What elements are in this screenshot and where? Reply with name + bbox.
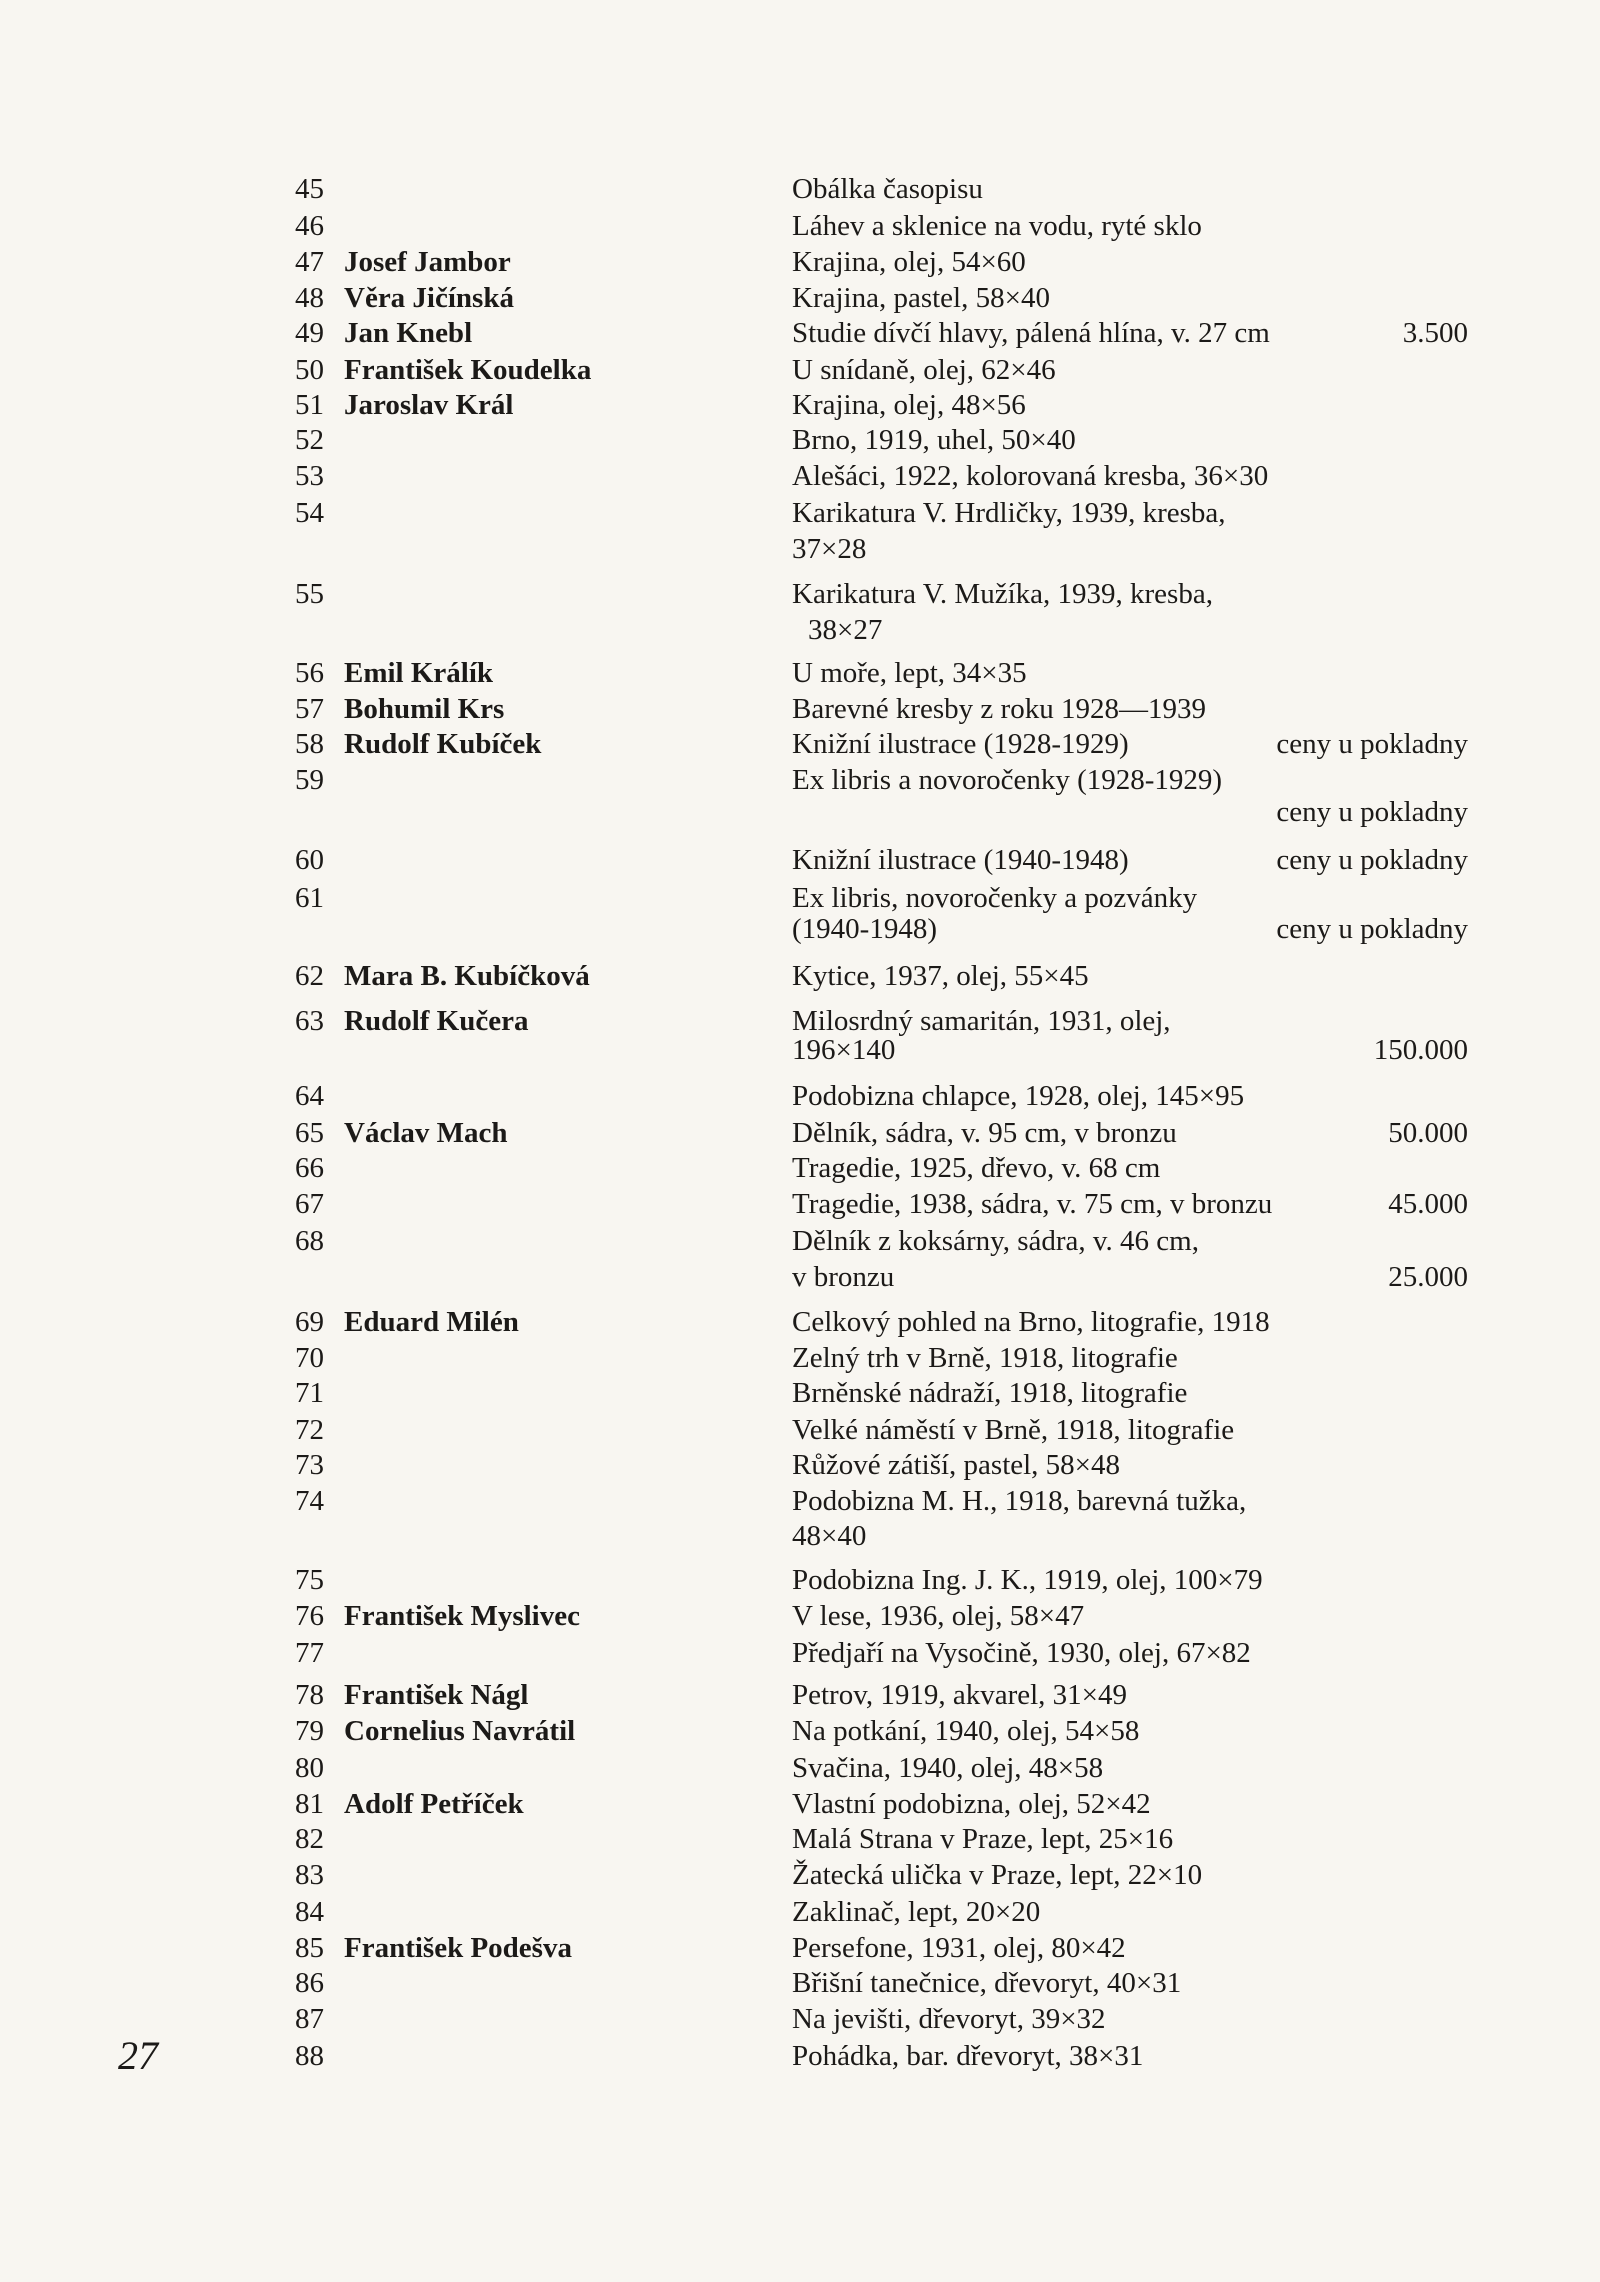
artwork-description: Brno, 1919, uhel, 50×40	[792, 424, 1076, 456]
entry-number: 53	[295, 460, 324, 492]
entry-number: 46	[295, 210, 324, 242]
artwork-description: Zelný trh v Brně, 1918, litografie	[792, 1342, 1178, 1374]
artwork-price: 45.000	[1388, 1188, 1468, 1220]
artwork-description: Vlastní podobizna, olej, 52×42	[792, 1788, 1151, 1820]
artwork-description: Karikatura V. Hrdličky, 1939, kresba,	[792, 497, 1226, 529]
entry-number: 47	[295, 246, 324, 278]
artwork-description: Obálka časopisu	[792, 173, 983, 205]
artwork-description: Dělník z koksárny, sádra, v. 46 cm,	[792, 1225, 1199, 1257]
artwork-description: Pohádka, bar. dřevoryt, 38×31	[792, 2040, 1144, 2072]
artwork-description: Na potkání, 1940, olej, 54×58	[792, 1715, 1140, 1747]
entry-number: 59	[295, 764, 324, 796]
entry-number: 54	[295, 497, 324, 529]
artwork-description: Krajina, olej, 48×56	[792, 389, 1026, 421]
entry-number: 49	[295, 317, 324, 349]
artwork-price: 150.000	[1373, 1034, 1468, 1066]
entry-number: 74	[295, 1485, 324, 1517]
artwork-description: Persefone, 1931, olej, 80×42	[792, 1932, 1126, 1964]
entry-number: 58	[295, 728, 324, 760]
entry-number: 56	[295, 657, 324, 689]
artist-name: Eduard Milén	[344, 1306, 519, 1338]
entry-number: 87	[295, 2003, 324, 2035]
entry-number: 62	[295, 960, 324, 992]
artwork-description: Dělník, sádra, v. 95 cm, v bronzu	[792, 1117, 1177, 1149]
artwork-price: 3.500	[1402, 317, 1468, 349]
entry-number: 51	[295, 389, 324, 421]
entry-number: 69	[295, 1306, 324, 1338]
entry-number: 66	[295, 1152, 324, 1184]
artist-name: Jan Knebl	[344, 317, 473, 349]
entry-number: 45	[295, 173, 324, 205]
artwork-description: Podobizna Ing. J. K., 1919, olej, 100×79	[792, 1564, 1263, 1596]
artwork-description: Milosrdný samaritán, 1931, olej,	[792, 1005, 1171, 1037]
entry-number: 73	[295, 1449, 324, 1481]
entry-number: 84	[295, 1896, 324, 1928]
artwork-description: 48×40	[792, 1520, 867, 1552]
entry-number: 78	[295, 1679, 324, 1711]
artwork-description: Petrov, 1919, akvarel, 31×49	[792, 1679, 1128, 1711]
entry-number: 50	[295, 354, 324, 386]
artwork-description: Alešáci, 1922, kolorovaná kresba, 36×30	[792, 460, 1269, 492]
artist-name: Adolf Petříček	[344, 1788, 524, 1820]
artwork-description: Podobizna chlapce, 1928, olej, 145×95	[792, 1080, 1245, 1112]
artist-name: Emil Králík	[344, 657, 494, 689]
artist-name: Rudolf Kubíček	[344, 728, 542, 760]
artist-name: František Podešva	[344, 1932, 572, 1964]
artwork-price: 25.000	[1388, 1261, 1468, 1293]
entry-number: 63	[295, 1005, 324, 1037]
artwork-price: ceny u pokladny	[1276, 844, 1468, 876]
artist-name: Rudolf Kučera	[344, 1005, 529, 1037]
entry-number: 81	[295, 1788, 324, 1820]
artist-name: Václav Mach	[344, 1117, 508, 1149]
artwork-description: Velké náměstí v Brně, 1918, litografie	[792, 1414, 1235, 1446]
artwork-description: Svačina, 1940, olej, 48×58	[792, 1752, 1104, 1784]
artwork-description: Knižní ilustrace (1940-1948)	[792, 844, 1129, 876]
artwork-description: Ex libris, novoročenky a pozvánky	[792, 882, 1198, 914]
entry-number: 48	[295, 282, 324, 314]
entry-number: 61	[295, 882, 324, 914]
artwork-description: U moře, lept, 34×35	[792, 657, 1027, 689]
artwork-description: U snídaně, olej, 62×46	[792, 354, 1056, 386]
entry-number: 83	[295, 1859, 324, 1891]
artwork-price: ceny u pokladny	[1276, 913, 1468, 945]
artwork-description: Barevné kresby z roku 1928—1939	[792, 693, 1206, 725]
entry-number: 88	[295, 2040, 324, 2072]
artist-name: František Koudelka	[344, 354, 592, 386]
artwork-description: Tragedie, 1925, dřevo, v. 68 cm	[792, 1152, 1161, 1184]
entry-number: 77	[295, 1637, 324, 1669]
artwork-description: Kytice, 1937, olej, 55×45	[792, 960, 1089, 992]
entry-number: 72	[295, 1414, 324, 1446]
entry-number: 75	[295, 1564, 324, 1596]
page-number: 27	[118, 2033, 158, 2078]
artwork-description: Předjaří na Vysočině, 1930, olej, 67×82	[792, 1637, 1251, 1669]
artist-name: Věra Jičínská	[344, 282, 514, 314]
artwork-description: Na jevišti, dřevoryt, 39×32	[792, 2003, 1106, 2035]
artwork-description: Žatecká ulička v Praze, lept, 22×10	[792, 1859, 1203, 1891]
entry-number: 67	[295, 1188, 324, 1220]
artist-name: Cornelius Navrátil	[344, 1715, 576, 1747]
artwork-description: Tragedie, 1938, sádra, v. 75 cm, v bronzu	[792, 1188, 1273, 1220]
artwork-description: V lese, 1936, olej, 58×47	[792, 1600, 1085, 1632]
artwork-description: Láhev a sklenice na vodu, ryté sklo	[792, 210, 1202, 242]
artwork-description: Růžové zátiší, pastel, 58×48	[792, 1449, 1121, 1481]
artwork-description: Celkový pohled na Brno, litografie, 1918	[792, 1306, 1270, 1338]
entry-number: 71	[295, 1377, 324, 1409]
artwork-description: 38×27	[808, 614, 883, 646]
artist-name: Josef Jambor	[344, 246, 511, 278]
artwork-description: 37×28	[792, 533, 867, 565]
artwork-description: (1940-1948)	[792, 913, 937, 945]
entry-number: 79	[295, 1715, 324, 1747]
entry-number: 85	[295, 1932, 324, 1964]
artwork-description: Krajina, olej, 54×60	[792, 246, 1026, 278]
artwork-description: Brněnské nádraží, 1918, litografie	[792, 1377, 1188, 1409]
entry-number: 64	[295, 1080, 324, 1112]
artist-name: Bohumil Krs	[344, 693, 505, 725]
entry-number: 68	[295, 1225, 324, 1257]
entry-number: 60	[295, 844, 324, 876]
entry-number: 86	[295, 1967, 324, 1999]
entry-number: 82	[295, 1823, 324, 1855]
artwork-description: Karikatura V. Mužíka, 1939, kresba,	[792, 578, 1213, 610]
entry-number: 70	[295, 1342, 324, 1374]
artwork-description: 196×140	[792, 1034, 896, 1066]
entry-number: 76	[295, 1600, 324, 1632]
artwork-price: 50.000	[1388, 1117, 1468, 1149]
artwork-description: Krajina, pastel, 58×40	[792, 282, 1050, 314]
artwork-description: Podobizna M. H., 1918, barevná tužka,	[792, 1485, 1247, 1517]
artist-name: František Myslivec	[344, 1600, 580, 1632]
artwork-description: Studie dívčí hlavy, pálená hlína, v. 27 cm	[792, 317, 1270, 349]
artist-name: Jaroslav Král	[344, 389, 514, 421]
artwork-description: Zaklinač, lept, 20×20	[792, 1896, 1041, 1928]
entry-number: 52	[295, 424, 324, 456]
entry-number: 57	[295, 693, 324, 725]
entry-number: 80	[295, 1752, 324, 1784]
artwork-description: v bronzu	[792, 1261, 895, 1293]
artwork-price: ceny u pokladny	[1276, 796, 1468, 828]
entry-number: 65	[295, 1117, 324, 1149]
entry-number: 55	[295, 578, 324, 610]
artist-name: Mara B. Kubíčková	[344, 960, 590, 992]
artwork-description: Břišní tanečnice, dřevoryt, 40×31	[792, 1967, 1182, 1999]
artwork-description: Malá Strana v Praze, lept, 25×16	[792, 1823, 1174, 1855]
artwork-description: Knižní ilustrace (1928-1929)	[792, 728, 1129, 760]
artist-name: František Nágl	[344, 1679, 529, 1711]
artwork-description: Ex libris a novoročenky (1928-1929)	[792, 764, 1223, 796]
artwork-price: ceny u pokladny	[1276, 728, 1468, 760]
